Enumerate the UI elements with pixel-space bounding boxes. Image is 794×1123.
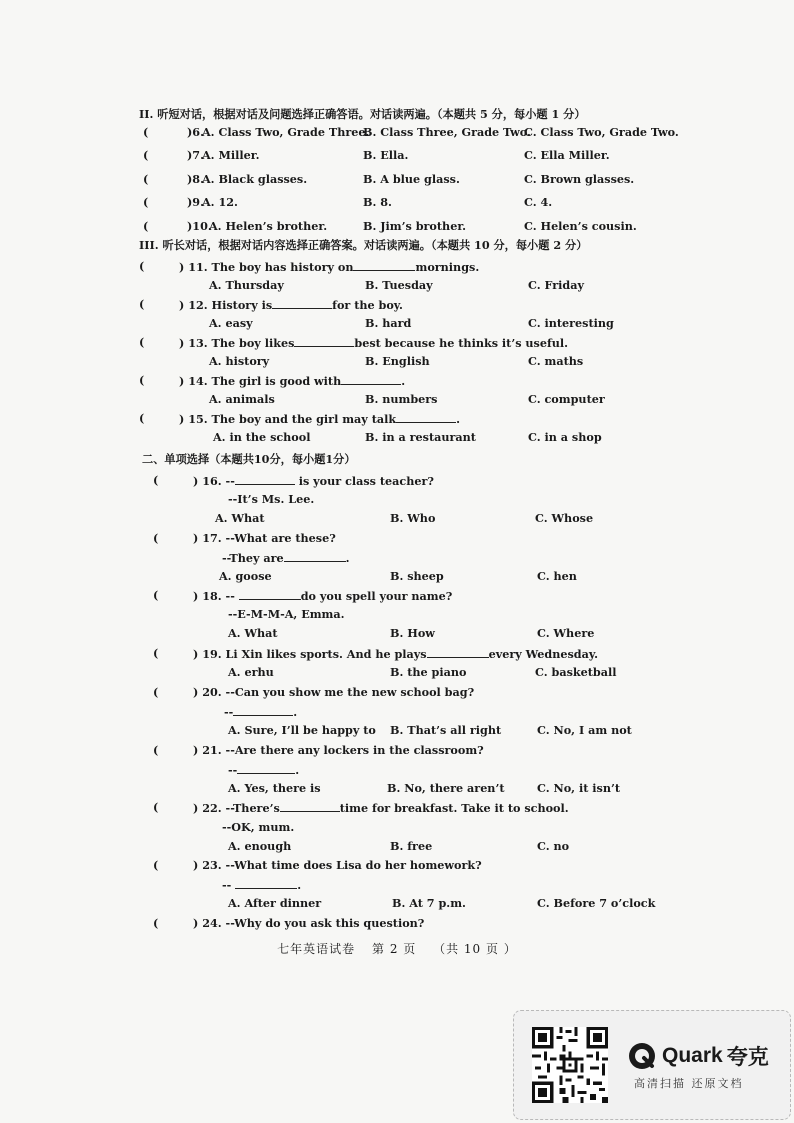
quark-watermark-badge[interactable]	[513, 1010, 791, 1120]
answer-paren[interactable]: (	[139, 373, 145, 387]
section-iii-heading: III. 听长对话，根据对话内容选择正确答案。对话读两遍。（本题共 10 分，每小题 2 分）	[139, 238, 588, 252]
fill-blank[interactable]	[237, 762, 295, 774]
fill-blank[interactable]	[427, 646, 489, 658]
fill-blank[interactable]	[353, 259, 415, 271]
fill-blank[interactable]	[235, 877, 297, 889]
answer-paren[interactable]: (	[139, 335, 145, 349]
fill-blank[interactable]	[272, 297, 332, 309]
answer-paren[interactable]: (	[153, 800, 159, 814]
answer-paren[interactable]: (	[143, 172, 149, 186]
answer-paren[interactable]: (	[153, 473, 159, 487]
answer-paren[interactable]: (	[143, 195, 149, 209]
answer-paren[interactable]: (	[143, 148, 149, 162]
fill-blank[interactable]	[284, 550, 346, 562]
answer-paren[interactable]: (	[153, 531, 159, 545]
answer-paren[interactable]: (	[153, 858, 159, 872]
section-2-heading: 二、单项选择（本题共10分，每小题1分）	[142, 452, 356, 466]
answer-paren[interactable]: (	[143, 125, 149, 139]
answer-paren[interactable]: (	[153, 916, 159, 930]
page-footer: 七年英语试卷 第 2 页 （共 10 页 ）	[277, 942, 517, 956]
answer-paren[interactable]: (	[139, 297, 145, 311]
exam-page: II. 听短对话，根据对话及问题选择正确答语。对话读两遍。（本题共 5 分，每小题 1 分） ( )6. A. Class Two, Grade Three. B. Class Three, Grade Two. C. Class Two, Grade Two. ( )7. A. Miller. B. Ella. C. Ella Miller. ( )8. A. Black glasses. B. A blue glass. C. Brown glasses. ( )9. A. 12. B. 8. C. 4. ( )10. A. Helen’s brother. B. Jim’s brother. C. Helen’s cousin. III. 听长对话，根据对话内容选择正确答案。对话读两遍。（本题共 10 分，每小题 2 分） ( ) 11. The boy has history on mornings. A. Thursday B. Tuesday C. Friday ( ) 12. History is for the boy. A. easy B. hard C. interesting ( ) 13. The boy likes best because he thinks it’s useful. A. history B. English C. maths ( ) 14. The girl is good with . A. animals B. numbers C. computer ( ) 15. The boy and the girl may talk . A. in the school B. in a restaurant C. in a shop 二、单项选择（本题共10分，每小题1分） ( ) 16. -- is your class teacher? --It’s Ms. Lee. A. What B. Who C. Whose ( ) 17. --What are these? --They are . A. goose B. sheep C. hen ( ) 18. -- do you spell your name? --E-M-M-A, Emma. A. What B. How C. Where ( ) 19. Li Xin likes sports. And he plays every Wednesday. A. erhu B. the piano C. basketball ( ) 20. --Can you show me the new school bag? -- . A. Sure, I’ll be happy to B. That’s all right C. No, I am not ( ) 21. --Are there any lockers in the classroom? -- . A. Yes, there is B. No, there aren’t C. No, it isn’t ( ) 22. --There’s time for breakfast. Take it to school. --OK, mum. A. enough B. free C. no ( ) 23. --What time does Lisa do her homework? -- . A. After dinner B. At 7 p.m. C. Before 7 o’clock ( ) 24. --Why do you ask this question? 七年英语试卷 第 2 页 （共 10 页 ） Quark 夸克 高清扫描 还原文档	[0, 0, 794, 1123]
fill-blank[interactable]	[239, 588, 301, 600]
answer-paren[interactable]: (	[139, 259, 145, 273]
quark-tagline: 高清扫描 还原文档	[634, 1077, 744, 1090]
fill-blank[interactable]	[235, 473, 295, 485]
fill-blank[interactable]	[280, 800, 340, 812]
answer-paren[interactable]: (	[153, 646, 159, 660]
answer-paren[interactable]: (	[143, 219, 149, 233]
fill-blank[interactable]	[396, 411, 456, 423]
quark-logo: Quark 夸克	[628, 1041, 769, 1071]
fill-blank[interactable]	[294, 335, 354, 347]
qr-code-icon[interactable]	[532, 1027, 608, 1103]
answer-paren[interactable]: (	[153, 685, 159, 699]
answer-paren[interactable]: (	[153, 743, 159, 757]
quark-logo-icon	[628, 1042, 656, 1070]
answer-paren[interactable]: (	[139, 411, 145, 425]
section-ii-heading: II. 听短对话，根据对话及问题选择正确答语。对话读两遍。（本题共 5 分，每小题 1 分）	[139, 107, 586, 121]
fill-blank[interactable]	[341, 373, 401, 385]
fill-blank[interactable]	[233, 704, 293, 716]
answer-paren[interactable]: (	[153, 588, 159, 602]
